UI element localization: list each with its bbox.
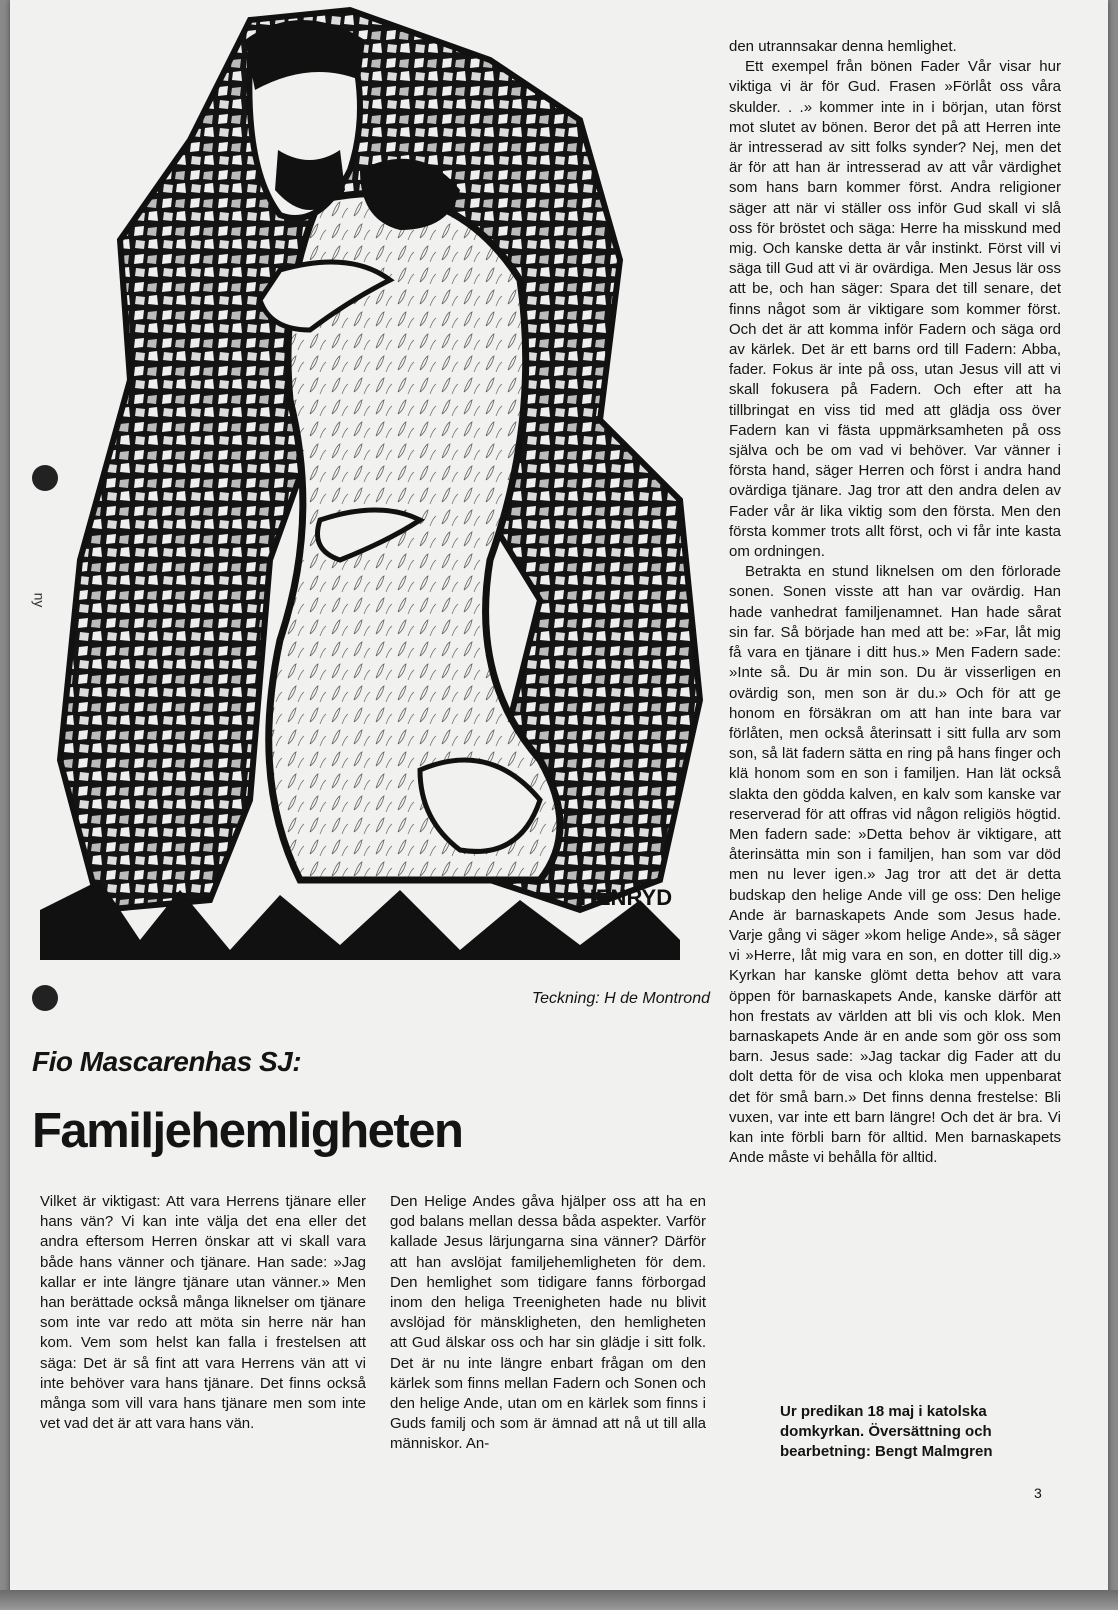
- embrace-illustration-svg: [20, 0, 706, 975]
- artist-signature: HENRYD: [580, 885, 673, 910]
- paragraph: Den Helige Andes gåva hjälper oss att ha en god balans mellan dessa båda aspekter. Varför kallade Jesus lärjungarna sina vänner? Därför att han avslöjat familjehemligheten för dem. Den hemlighet som tidigare fanns förborgad inom den heliga Treenigheten hade nu blivit avslöjad för mänskligheten, den hemligheten att Gud älskar oss och har sin glädje i sitt folk. Det är nu inte längre enbart frågan om den kärlek som finns mellan Fadern och Sonen och den helige Ande, utan om en kärlek som finns i Guds familj och som är ämnad att nå ut till alla människor. An-: [390, 1193, 706, 1453]
- article-title: Familjehemligheten: [32, 1104, 463, 1158]
- paragraph: Betrakta en stund liknelsen om den förlorade sonen. Sonen visste att han var ovärdig. Han hade vanhedrat familjenamnet. Han hade sårat sin far. Så började han med att be: »Far, låt mig få vara en tjänare i ditt hus.» Men Fadern sade: »Inte så. Du är min son. Du är visserligen en ovärdig son, men son är du.» Och för att ge honom en försäkran om att han inte bara var förlåten, men också återinsatt i sitt fulla arv som son, så lät fadern sätta en ring på hans finger och klä honom som en son i familjen. Han lät också slakta den gödda kalven, en kalv som kanske var reserverad för att offras vid någon religiös högtid. Men fadern sade: »Detta behov är viktigare, att återinsätta min son i familjen, han som var död men nu lever igen.» Jag tror att det är detta budskap den helige Ande vill ge oss: Den helige Ande är barnaskapets Ande som Jesus hade. Varje gång vi säger »kom helige Ande», så säger vi »Herre, låt mig vara en son, en dotter till dig.» Kyrkan har kanske glömt detta behov att vara öppen för barnaskapets Ande, kanske därför att hon frestats av världen att bli vis och klok. Men barnaskapets Ande är en ande som gör oss som barn. Jesus sade: »Jag tackar dig Fader att du dolt detta för de visa och kloka men uppenbarat det för små barn.» Det finns denna frestelse: Bli vuxen, var inte ett barn längre! Och det är bra. Vi kan inte förbli barn för alltid. Men barnaskapets Ande måste vi behålla för alltid.: [729, 563, 1061, 1167]
- page-number: 3: [1034, 1485, 1042, 1501]
- binder-hole-bottom: [32, 985, 58, 1011]
- article-column-1: [40, 1192, 366, 1434]
- paragraph: Vilket är viktigast: Att vara Herrens tjänare eller hans vän? Vi kan inte välja det ena eller det andra eftersom Herren önskar att vi skall vara både hans vänner och tjänare. Han sade: »Jag kallar er inte längre tjänare utan vänner.» Men han berättade också många liknelser om tjänare som inte var redo att möta sin herre när han kom. Vem som helst kan falla i frestelsen att säga: Det är så fint att vara Herrens vän att vi inte behöver vara hans tjänare. Det finns också många som vill vara hans tjänare men som inte vet vad det är att vara hans vän.: [40, 1193, 366, 1433]
- magazine-page: [10, 0, 1108, 1600]
- article-byline: Fio Mascarenhas SJ:: [32, 1046, 302, 1077]
- illustration-caption: Teckning: H de Montrond: [531, 990, 710, 1007]
- paragraph: Ett exempel från bönen Fader Vår visar hur viktiga vi är för Gud. Frasen »Förlåt oss våra skulder. . .» kommer inte in i början, utan först mot slutet av bönen. Beror det på att Herren inte är intresserad av sitt folks synder? Nej, men det är för att han är intresserad av att vår värdighet som hans barn kommer först. Andra religioner säger att när vi ställer oss inför Gud skall vi slå oss för bröstet och säga: Herre ha misskund med mig. Och kanske detta är vår instinkt. Först vill vi säga till Gud att vi är ovärdiga. Men Jesus lär oss att be, och han säger: Spara det till senare, det finns något som är viktigare som kommer först. Och det är att komma inför Fadern och säga ord av kärlek. Det är ett barns ord till Fadern: Abba, fader. Fokus är inte på oss, utan Jesus vill att vi skall fokusera på Fadern. Och efter att ha tillbringat en viss tid med att glädja oss över Fadern kan vi fästa uppmärksamheten på oss själva och be om vad vi behöver. Var vänner i första hand, säger Herren och först i andra hand ovärdiga tjänare. Jag tror att den andra delen av Fader vår är lika viktig som den första. Men den första kommer trots allt först, och vi får inte kasta om ordningen.: [729, 58, 1061, 561]
- woodcut-illustration: [20, 0, 706, 975]
- background-surface: [0, 1590, 1118, 1610]
- article-column-2: [390, 1192, 706, 1455]
- article-column-3: [729, 37, 1061, 1168]
- article-credit: Ur predikan 18 maj i katolska domkyrkan. Översättning och bearbetning: Bengt Malmgren: [780, 1403, 993, 1460]
- margin-handwriting: ny: [31, 592, 48, 608]
- binder-hole-top: [32, 465, 58, 491]
- paragraph: den utrannsakar denna hemlighet.: [729, 38, 957, 55]
